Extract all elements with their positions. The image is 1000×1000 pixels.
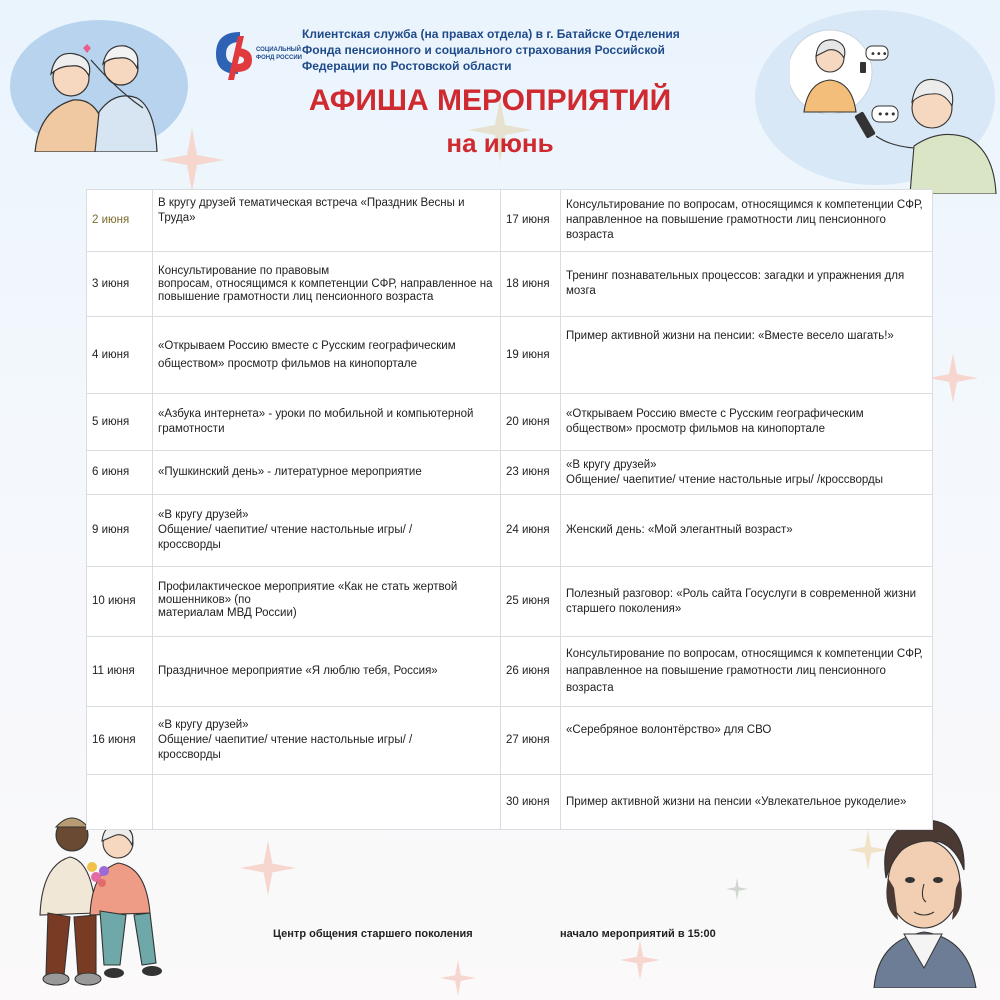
event-date: 25 июня bbox=[501, 567, 561, 637]
event-description: «В кругу друзей» Общение/ чаепитие/ чтение настольные игры/ /кроссворды bbox=[561, 451, 933, 495]
event-description: Женский день: «Мой элегантный возраст» bbox=[561, 495, 933, 567]
table-row bbox=[87, 495, 933, 567]
table-row bbox=[87, 707, 933, 775]
event-date: 16 июня bbox=[87, 707, 153, 775]
org-line: Федерации по Ростовской области bbox=[302, 59, 512, 73]
table-row bbox=[87, 394, 933, 451]
event-date: 24 июня bbox=[501, 495, 561, 567]
event-date: 20 июня bbox=[501, 394, 561, 451]
sfr-logo-icon bbox=[210, 28, 256, 84]
event-description: Полезный разговор: «Роль сайта Госуслуги в современной жизни старшего поколения» bbox=[561, 567, 933, 637]
table-row bbox=[87, 451, 933, 495]
sparkle-icon bbox=[440, 960, 476, 996]
org-line: Фонда пенсионного и социального страхования Российской bbox=[302, 43, 665, 57]
event-description: Пример активной жизни на пенсии: «Вместе весело шагать!» bbox=[561, 317, 933, 394]
sfr-logo bbox=[210, 28, 302, 84]
sparkle-icon bbox=[240, 840, 296, 896]
event-description: «Открываем Россию вместе с Русским географическим обществом» просмотр фильмов на кинопортале bbox=[561, 394, 933, 451]
footer-venue: Центр общения старшего поколения bbox=[273, 928, 473, 940]
table-row bbox=[87, 637, 933, 707]
event-date: 2 июня bbox=[87, 190, 153, 252]
org-line: Клиентская служба (на правах отдела) в г. Батайске Отделения bbox=[302, 27, 680, 41]
organization-name bbox=[302, 26, 712, 74]
event-description: Консультирование по вопросам, относящимся к компетенции СФР, направленное на повышение грамотности лиц пенсионного возраста bbox=[561, 190, 933, 252]
svg-text:•••: ••• bbox=[870, 49, 888, 60]
sparkle-icon bbox=[620, 940, 660, 980]
sparkle-icon bbox=[928, 348, 978, 408]
event-date: 5 июня bbox=[87, 394, 153, 451]
page-title: АФИША МЕРОПРИЯТИЙ bbox=[308, 84, 672, 117]
event-date: 17 июня bbox=[501, 190, 561, 252]
event-description: «Азбука интернета» - уроки по мобильной и компьютерной грамотности bbox=[153, 394, 501, 451]
table-row bbox=[87, 317, 933, 394]
sparkle-icon bbox=[726, 878, 748, 900]
logo-text-line2: ФОНД РОССИИ bbox=[256, 55, 302, 61]
events-schedule-table bbox=[86, 189, 933, 830]
event-date: 26 июня bbox=[501, 637, 561, 707]
event-date: 11 июня bbox=[87, 637, 153, 707]
event-description: Консультирование по вопросам, относящимся к компетенции СФР, направленное на повышение грамотности лиц пенсионного возраста bbox=[561, 637, 933, 707]
logo-text-line1: СОЦИАЛЬНЫЙ bbox=[256, 47, 301, 53]
page-subtitle: на июнь bbox=[446, 128, 554, 158]
table-row bbox=[87, 190, 933, 252]
event-description: «Пушкинский день» - литературное мероприятие bbox=[153, 451, 501, 495]
table-row bbox=[87, 775, 933, 830]
event-date: 3 июня bbox=[87, 252, 153, 317]
event-date: 23 июня bbox=[501, 451, 561, 495]
event-date: 6 июня bbox=[87, 451, 153, 495]
elderly-couple-sitting-illustration bbox=[30, 805, 170, 990]
event-description bbox=[153, 775, 501, 830]
event-description: Консультирование по правовым вопросам, относящимся к компетенции СФР, направленное на повышение грамотности лиц пенсионного возраста bbox=[153, 252, 501, 317]
event-date: 19 июня bbox=[501, 317, 561, 394]
event-description: В кругу друзей тематическая встреча «Праздник Весны и Труда» bbox=[153, 190, 501, 252]
event-description: Пример активной жизни на пенсии «Увлекательное рукоделие» bbox=[561, 775, 933, 830]
event-date: 9 июня bbox=[87, 495, 153, 567]
svg-text:•••: ••• bbox=[877, 108, 897, 121]
event-description: Праздничное мероприятие «Я люблю тебя, Россия» bbox=[153, 637, 501, 707]
event-date: 30 июня bbox=[501, 775, 561, 830]
footer-start-time: начало мероприятий в 15:00 bbox=[560, 928, 716, 940]
event-date: 10 июня bbox=[87, 567, 153, 637]
event-description: «В кругу друзей» Общение/ чаепитие/ чтение настольные игры/ / кроссворды bbox=[153, 707, 501, 775]
table-row bbox=[87, 252, 933, 317]
event-date bbox=[87, 775, 153, 830]
event-description: «В кругу друзей» Общение/ чаепитие/ чтение настольные игры/ / кроссворды bbox=[153, 495, 501, 567]
pushkin-portrait-illustration bbox=[868, 808, 980, 988]
event-date: 27 июня bbox=[501, 707, 561, 775]
event-description: «Открываем Россию вместе с Русским географическим обществом» просмотр фильмов на кинопортале bbox=[153, 317, 501, 394]
event-description: «Серебряное волонтёрство» для СВО bbox=[561, 707, 933, 775]
event-description: Тренинг познавательных процессов: загадки и упражнения для мозга bbox=[561, 252, 933, 317]
table-row bbox=[87, 567, 933, 637]
event-description: Профилактическое мероприятие «Как не стать жертвой мошенников» (по материалам МВД России) bbox=[153, 567, 501, 637]
event-date: 18 июня bbox=[501, 252, 561, 317]
event-date: 4 июня bbox=[87, 317, 153, 394]
